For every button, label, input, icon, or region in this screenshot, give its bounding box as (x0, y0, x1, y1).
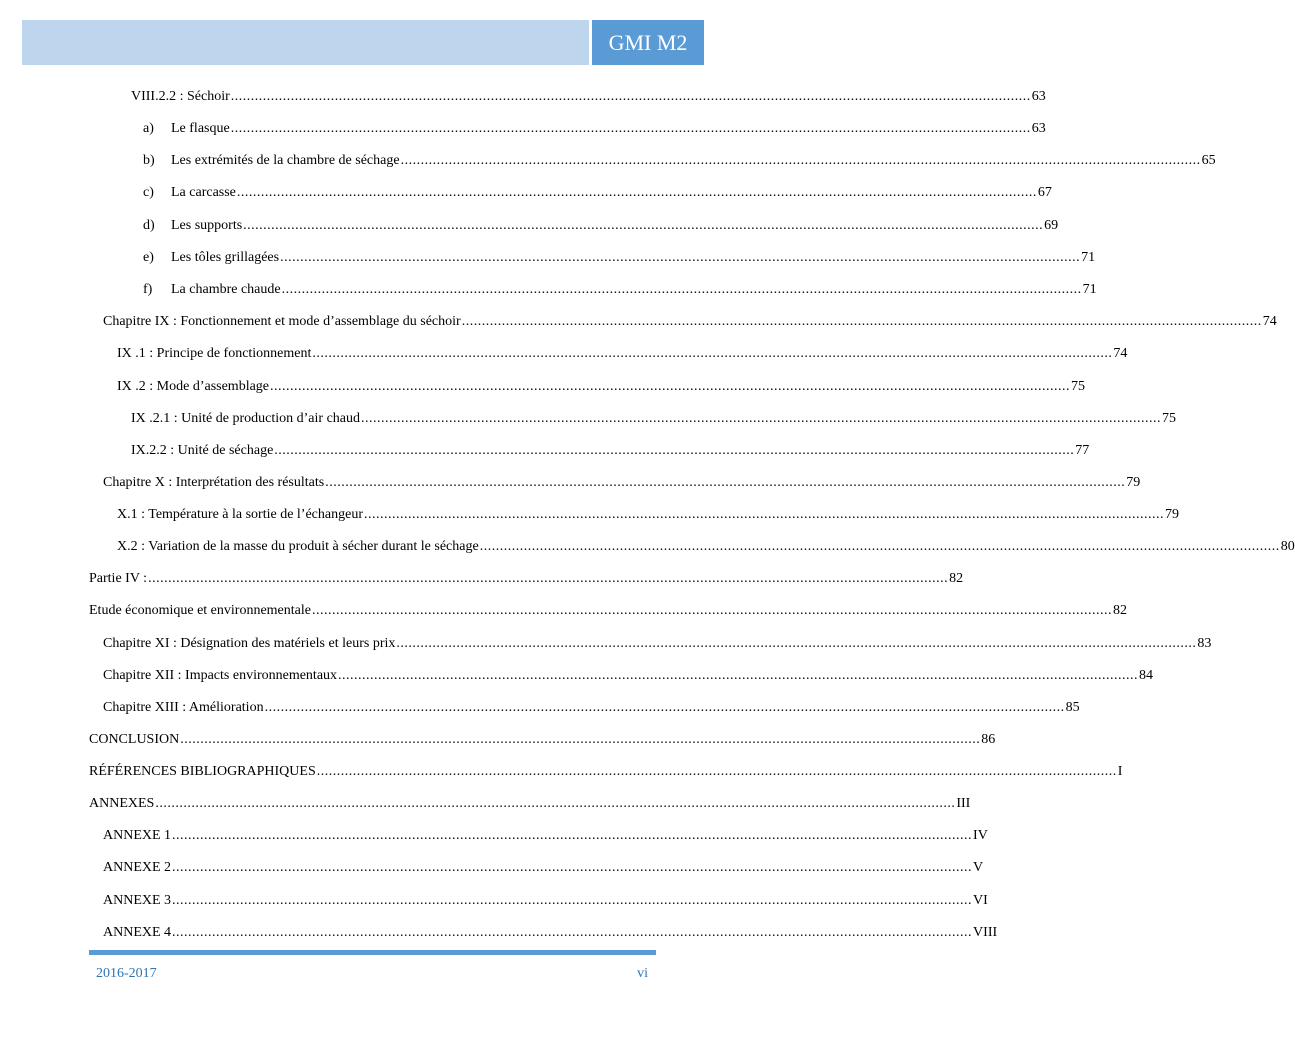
toc-entry-label: CONCLUSION (89, 732, 180, 747)
toc-entry-page: 82 (949, 571, 964, 586)
list-marker: d) (143, 218, 155, 233)
list-marker: f) (143, 282, 153, 297)
dot-leader: ........................................................................................................................................................................................................ (172, 925, 973, 940)
dot-leader: ........................................................................................................................................................................................................ (311, 603, 1112, 618)
toc-entry-page: 75 (1071, 379, 1086, 394)
toc-entry-page: 74 (1262, 314, 1277, 329)
dot-leader: ........................................................................................................................................................................................................ (236, 185, 1037, 200)
toc-entry-page: 84 (1139, 668, 1154, 683)
toc-entry-page: 85 (1065, 700, 1080, 715)
toc-entry[interactable] (103, 312, 1277, 332)
toc-entry[interactable] (131, 409, 1176, 429)
toc-entry-page: 71 (1081, 250, 1096, 265)
toc-entry-page: 79 (1164, 507, 1179, 522)
toc-entry-label: La carcasse (171, 185, 236, 200)
toc-entry[interactable] (143, 248, 1096, 268)
toc-entry[interactable] (89, 569, 964, 589)
dot-leader: ........................................................................................................................................................................................................ (230, 121, 1031, 136)
toc-entry-label: ANNEXE 3 (103, 893, 172, 908)
toc-entry[interactable] (131, 87, 1046, 107)
toc-entry-page: 65 (1201, 153, 1216, 168)
dot-leader: ........................................................................................................................................................................................................ (274, 443, 1075, 458)
list-marker: b) (143, 153, 155, 168)
footer-page-number: vi (637, 966, 648, 981)
toc-entry-label: Les tôles grillagées (171, 250, 280, 265)
toc-entry[interactable] (143, 216, 1059, 236)
toc-entry[interactable] (143, 183, 1052, 203)
toc-entry-label: Les extrémités de la chambre de séchage (171, 153, 400, 168)
toc-entry-label: VIII.2.2 : Séchoir (131, 89, 230, 104)
toc-entry[interactable] (89, 794, 971, 814)
toc-entry-label: La chambre chaude (171, 282, 281, 297)
toc-entry-page: 69 (1044, 218, 1059, 233)
toc-entry-page: 63 (1031, 89, 1046, 104)
toc-entry[interactable] (103, 473, 1141, 493)
toc-entry-page: VIII (973, 925, 998, 940)
toc-entry-label: ANNEXE 2 (103, 860, 172, 875)
toc-entry-page: 63 (1031, 121, 1046, 136)
toc-entry-page: V (973, 860, 984, 875)
toc-entry-page: IV (973, 828, 988, 843)
toc-entry-label: ANNEXE 1 (103, 828, 172, 843)
toc-entry-page: 75 (1162, 411, 1176, 426)
toc-entry[interactable] (117, 377, 1086, 397)
toc-entry-label: Le flasque (171, 121, 230, 136)
dot-leader: ........................................................................................................................................................................................................ (479, 539, 1280, 554)
dot-leader: ........................................................................................................................................................................................................ (396, 636, 1197, 651)
dot-leader: ........................................................................................................................................................................................................ (172, 893, 973, 908)
toc-entry-label: X.1 : Température à la sortie de l’échangeur (117, 507, 363, 522)
toc-entry-label: Les supports (171, 218, 243, 233)
toc-entry[interactable] (131, 441, 1090, 461)
toc-entry[interactable] (89, 762, 1123, 782)
dot-leader: ........................................................................................................................................................................................................ (180, 732, 981, 747)
toc-entry-page: III (956, 796, 971, 811)
toc-entry-page: 80 (1280, 539, 1295, 554)
list-marker: e) (143, 250, 154, 265)
dot-leader: ........................................................................................................................................................................................................ (280, 250, 1081, 265)
toc-entry-label: IX .2.1 : Unité de production d’air chaud (131, 411, 360, 426)
header-tag: GMI M2 (592, 20, 704, 65)
toc-entry-label: IX .2 : Mode d’assemblage (117, 379, 270, 394)
dot-leader: ........................................................................................................................................................................................................ (363, 507, 1164, 522)
toc-entry-label: Partie IV : (89, 571, 148, 586)
toc-entry-page: 77 (1075, 443, 1090, 458)
toc-entry[interactable] (103, 858, 984, 878)
dot-leader: ........................................................................................................................................................................................................ (243, 218, 1044, 233)
toc-entry[interactable] (143, 119, 1046, 139)
toc-entry[interactable] (103, 923, 998, 943)
toc-entry[interactable] (143, 151, 1216, 171)
toc-entry[interactable] (89, 730, 996, 750)
dot-leader: ........................................................................................................................................................................................................ (172, 828, 973, 843)
toc-entry-label: IX.2.2 : Unité de séchage (131, 443, 274, 458)
toc-entry-label: Chapitre XII : Impacts environnementaux (103, 668, 338, 683)
toc-entry-label: Etude économique et environnementale (89, 603, 311, 618)
toc-entry-page: I (1117, 764, 1123, 779)
toc-entry-label: Chapitre XI : Désignation des matériels et leurs prix (103, 636, 396, 651)
toc-entry-page: 86 (981, 732, 996, 747)
toc-entry-label: X.2 : Variation de la masse du produit à sécher durant le séchage (117, 539, 479, 554)
toc-entry[interactable] (103, 698, 1080, 718)
toc-entry-label: Chapitre IX : Fonctionnement et mode d’assemblage du séchoir (103, 314, 461, 329)
dot-leader: ........................................................................................................................................................................................................ (281, 282, 1082, 297)
toc-entry-page: 83 (1197, 636, 1212, 651)
toc-entry-label: ANNEXES (89, 796, 155, 811)
dot-leader: ........................................................................................................................................................................................................ (361, 411, 1161, 426)
dot-leader: ........................................................................................................................................................................................................ (155, 796, 956, 811)
dot-leader: ........................................................................................................................................................................................................ (230, 89, 1031, 104)
toc-entry[interactable] (103, 666, 1154, 686)
toc-entry[interactable] (103, 634, 1212, 654)
toc-entry-label: ANNEXE 4 (103, 925, 172, 940)
toc-entry[interactable] (117, 537, 1295, 557)
toc-entry[interactable] (89, 601, 1127, 621)
toc-entry[interactable] (117, 505, 1179, 525)
list-marker: c) (143, 185, 154, 200)
dot-leader: ........................................................................................................................................................................................................ (400, 153, 1201, 168)
toc-entry[interactable] (103, 891, 988, 911)
dot-leader: ........................................................................................................................................................................................................ (264, 700, 1065, 715)
toc-entry-page: 67 (1037, 185, 1052, 200)
dot-leader: ........................................................................................................................................................................................................ (461, 314, 1262, 329)
toc-entry-page: 74 (1113, 346, 1128, 361)
dot-leader: ........................................................................................................................................................................................................ (172, 860, 973, 875)
dot-leader: ........................................................................................................................................................................................................ (325, 475, 1126, 490)
dot-leader: ........................................................................................................................................................................................................ (148, 571, 949, 586)
toc-entry[interactable] (143, 280, 1097, 300)
toc-entry-page: 79 (1126, 475, 1141, 490)
toc-entry-page: 71 (1082, 282, 1097, 297)
toc-entry-label: Chapitre X : Interprétation des résultats (103, 475, 325, 490)
dot-leader: ........................................................................................................................................................................................................ (338, 668, 1139, 683)
footer-year: 2016-2017 (96, 966, 157, 981)
dot-leader: ........................................................................................................................................................................................................ (316, 764, 1117, 779)
toc-entry[interactable] (103, 826, 988, 846)
toc-entry-label: RÉFÉRENCES BIBLIOGRAPHIQUES (89, 764, 316, 779)
toc-entry[interactable] (117, 344, 1128, 364)
dot-leader: ........................................................................................................................................................................................................ (270, 379, 1071, 394)
list-marker: a) (143, 121, 154, 136)
toc-entry-page: VI (973, 893, 988, 908)
footer-rule (89, 950, 656, 955)
dot-leader: ........................................................................................................................................................................................................ (312, 346, 1113, 361)
toc-entry-page: 82 (1112, 603, 1127, 618)
toc-entry-label: IX .1 : Principe de fonctionnement (117, 346, 312, 361)
toc-entry-label: Chapitre XIII : Amélioration (103, 700, 264, 715)
